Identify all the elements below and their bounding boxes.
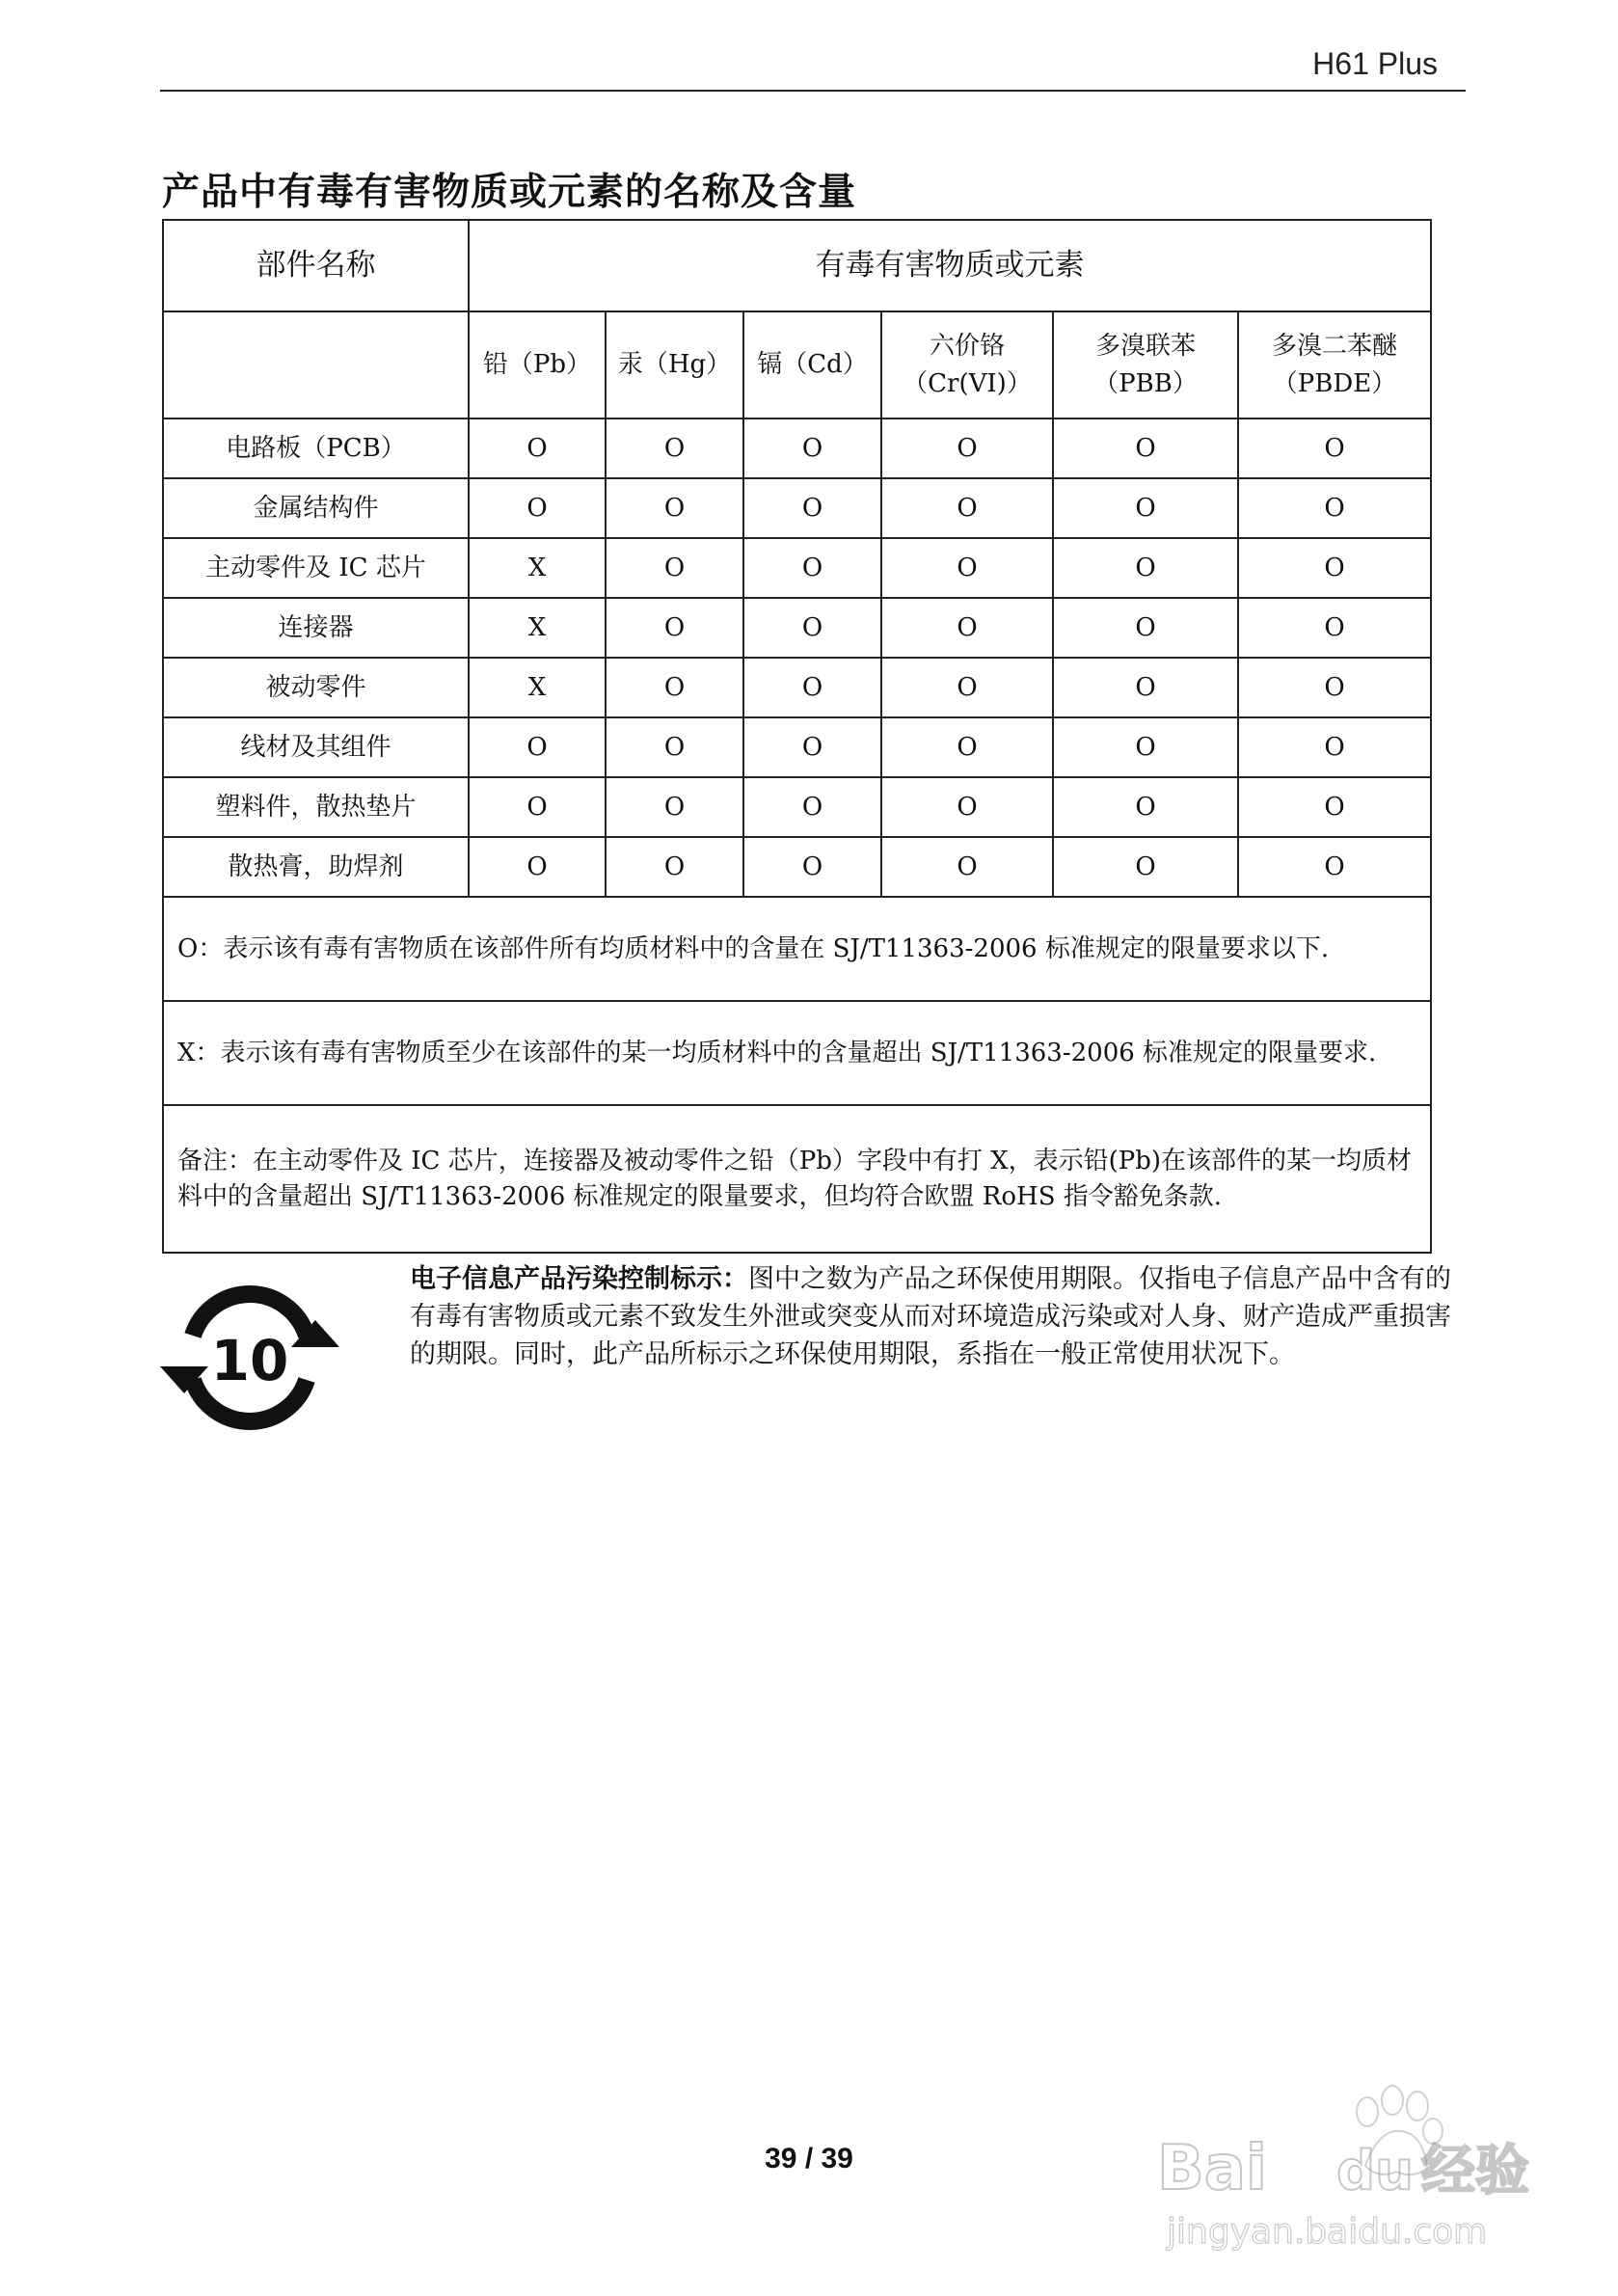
substance-value-cell: O — [1053, 837, 1238, 897]
substance-formula: （PBB） — [1093, 368, 1198, 398]
watermark-url: jingyan.baidu.com — [1167, 2212, 1488, 2252]
component-name: 电路板（PCB） — [163, 419, 469, 478]
substance-value-cell: O — [1238, 419, 1431, 478]
table-row — [163, 837, 1431, 897]
substance-value-cell: O — [881, 658, 1053, 717]
table-row — [163, 419, 1431, 478]
substance-name: 镉（Cd） — [757, 350, 868, 379]
substance-value-cell: O — [469, 419, 606, 478]
substance-value-cell: O — [1053, 598, 1238, 658]
substance-value-cell: O — [1053, 419, 1238, 478]
substance-value-cell: O — [1053, 658, 1238, 717]
baidu-jingyan-watermark — [1147, 2073, 1543, 2266]
substance-header-lead — [469, 311, 606, 419]
substance-value-cell: O — [606, 837, 743, 897]
table-row — [163, 717, 1431, 777]
page-number: 39 / 39 — [765, 2143, 853, 2174]
substance-value-cell: O — [1238, 658, 1431, 717]
efup-years-number: 10 — [210, 1328, 289, 1393]
table-header-row — [163, 220, 1431, 311]
substance-value-cell: O — [743, 658, 881, 717]
substance-header-row — [163, 311, 1431, 419]
substance-value-cell: O — [881, 837, 1053, 897]
substance-value-cell: O — [469, 717, 606, 777]
note-row-o — [163, 897, 1431, 1001]
note-row-remark — [163, 1105, 1431, 1253]
substance-value-cell: O — [1238, 837, 1431, 897]
watermark-brand-tail: du — [1336, 2140, 1414, 2202]
component-name: 连接器 — [163, 598, 469, 658]
substance-value-cell: O — [743, 538, 881, 598]
substance-value-cell: O — [743, 598, 881, 658]
substance-name: 多溴联苯 — [1094, 331, 1196, 361]
substance-value-cell: X — [469, 658, 606, 717]
substance-value-cell: O — [469, 777, 606, 837]
substance-value-cell: O — [1238, 598, 1431, 658]
substance-value-cell: O — [606, 717, 743, 777]
statement-body: 图中之数为产品之环保使用期限。仅指电子信息产品中含有的有毒有害物质或元素不致发生外泄或突变从而对环境造成污染或对人身、财产造成严重损害的期限。同时，此产品所标示之环保使用期限，系指在一般正常使用状况下。 — [410, 1264, 1451, 1369]
table-row — [163, 598, 1431, 658]
table-row — [163, 538, 1431, 598]
substance-header-mercury — [606, 311, 743, 419]
substance-value-cell: O — [1053, 538, 1238, 598]
header-rule — [160, 90, 1466, 92]
note-row-x — [163, 1001, 1431, 1105]
substance-value-cell: O — [743, 478, 881, 538]
substance-value-cell: O — [1238, 478, 1431, 538]
substance-value-cell: O — [1053, 478, 1238, 538]
column-header-substances: 有毒有害物质或元素 — [469, 220, 1431, 311]
substance-header-pbde — [1238, 311, 1431, 419]
substance-value-cell: O — [469, 837, 606, 897]
table-row — [163, 777, 1431, 837]
watermark-brand: Bai — [1157, 2133, 1267, 2204]
substance-value-cell: O — [881, 598, 1053, 658]
component-name: 主动零件及 IC 芯片 — [163, 538, 469, 598]
table-body — [163, 419, 1431, 897]
substance-value-cell: O — [881, 419, 1053, 478]
substance-value-cell: O — [606, 538, 743, 598]
statement-lead: 电子信息产品污染控制标示： — [410, 1264, 748, 1294]
substance-formula: （PBDE） — [1272, 368, 1397, 398]
note-x-definition: X：表示该有毒有害物质至少在该部件的某一均质材料中的含量超出 SJ/T11363-2006 标准规定的限量要求. — [163, 1001, 1431, 1105]
hazardous-substance-table — [162, 219, 1432, 1254]
substance-value-cell: O — [743, 717, 881, 777]
document-header-title: H61 Plus — [1312, 46, 1438, 81]
substance-value-cell: O — [606, 658, 743, 717]
substance-value-cell: O — [1053, 717, 1238, 777]
substance-value-cell: O — [606, 478, 743, 538]
table-row — [163, 478, 1431, 538]
substance-value-cell: O — [606, 419, 743, 478]
substance-value-cell: X — [469, 598, 606, 658]
substance-formula: （Cr(VI)） — [903, 368, 1032, 398]
substance-value-cell: O — [881, 538, 1053, 598]
substance-value-cell: O — [743, 419, 881, 478]
substance-header-pbb — [1053, 311, 1238, 419]
substance-value-cell: X — [469, 538, 606, 598]
substance-value-cell: O — [1053, 777, 1238, 837]
table-row — [163, 658, 1431, 717]
substance-value-cell: O — [743, 837, 881, 897]
substance-name: 六价铬 — [929, 331, 1005, 361]
substance-value-cell: O — [1238, 717, 1431, 777]
pollution-control-statement — [410, 1260, 1469, 1373]
substance-value-cell: O — [1238, 777, 1431, 837]
component-name: 被动零件 — [163, 658, 469, 717]
component-name: 塑料件，散热垫片 — [163, 777, 469, 837]
note-remark: 备注：在主动零件及 IC 芯片，连接器及被动零件之铅（Pb）字段中有打 X，表示铅(Pb)在该部件的某一均质材料中的含量超出 SJ/T11363-2006 标准规定的限量要求，但均符合欧盟 RoHS 指令豁免条款. — [163, 1105, 1431, 1253]
substance-value-cell: O — [469, 478, 606, 538]
substance-header-cadmium — [743, 311, 881, 419]
substance-value-cell: O — [1238, 538, 1431, 598]
note-o-definition: O：表示该有毒有害物质在该部件所有均质材料中的含量在 SJ/T11363-2006 标准规定的限量要求以下. — [163, 897, 1431, 1001]
substance-value-cell: O — [881, 717, 1053, 777]
substance-header-chromium — [881, 311, 1053, 419]
column-header-component: 部件名称 — [163, 220, 469, 311]
efup-10-icon — [160, 1280, 339, 1434]
substance-value-cell: O — [743, 777, 881, 837]
page-heading: 产品中有毒有害物质或元素的名称及含量 — [162, 171, 857, 214]
component-name: 线材及其组件 — [163, 717, 469, 777]
substance-name: 铅（Pb） — [482, 350, 592, 379]
substance-value-cell: O — [881, 777, 1053, 837]
blank-header-cell — [163, 311, 469, 419]
watermark-cn: 经验 — [1421, 2140, 1529, 2202]
component-name: 散热膏，助焊剂 — [163, 837, 469, 897]
substance-value-cell: O — [881, 478, 1053, 538]
substance-value-cell: O — [606, 777, 743, 837]
substance-name: 汞（Hg） — [617, 350, 732, 379]
substance-name: 多溴二苯醚 — [1272, 331, 1398, 361]
component-name: 金属结构件 — [163, 478, 469, 538]
substance-value-cell: O — [606, 598, 743, 658]
